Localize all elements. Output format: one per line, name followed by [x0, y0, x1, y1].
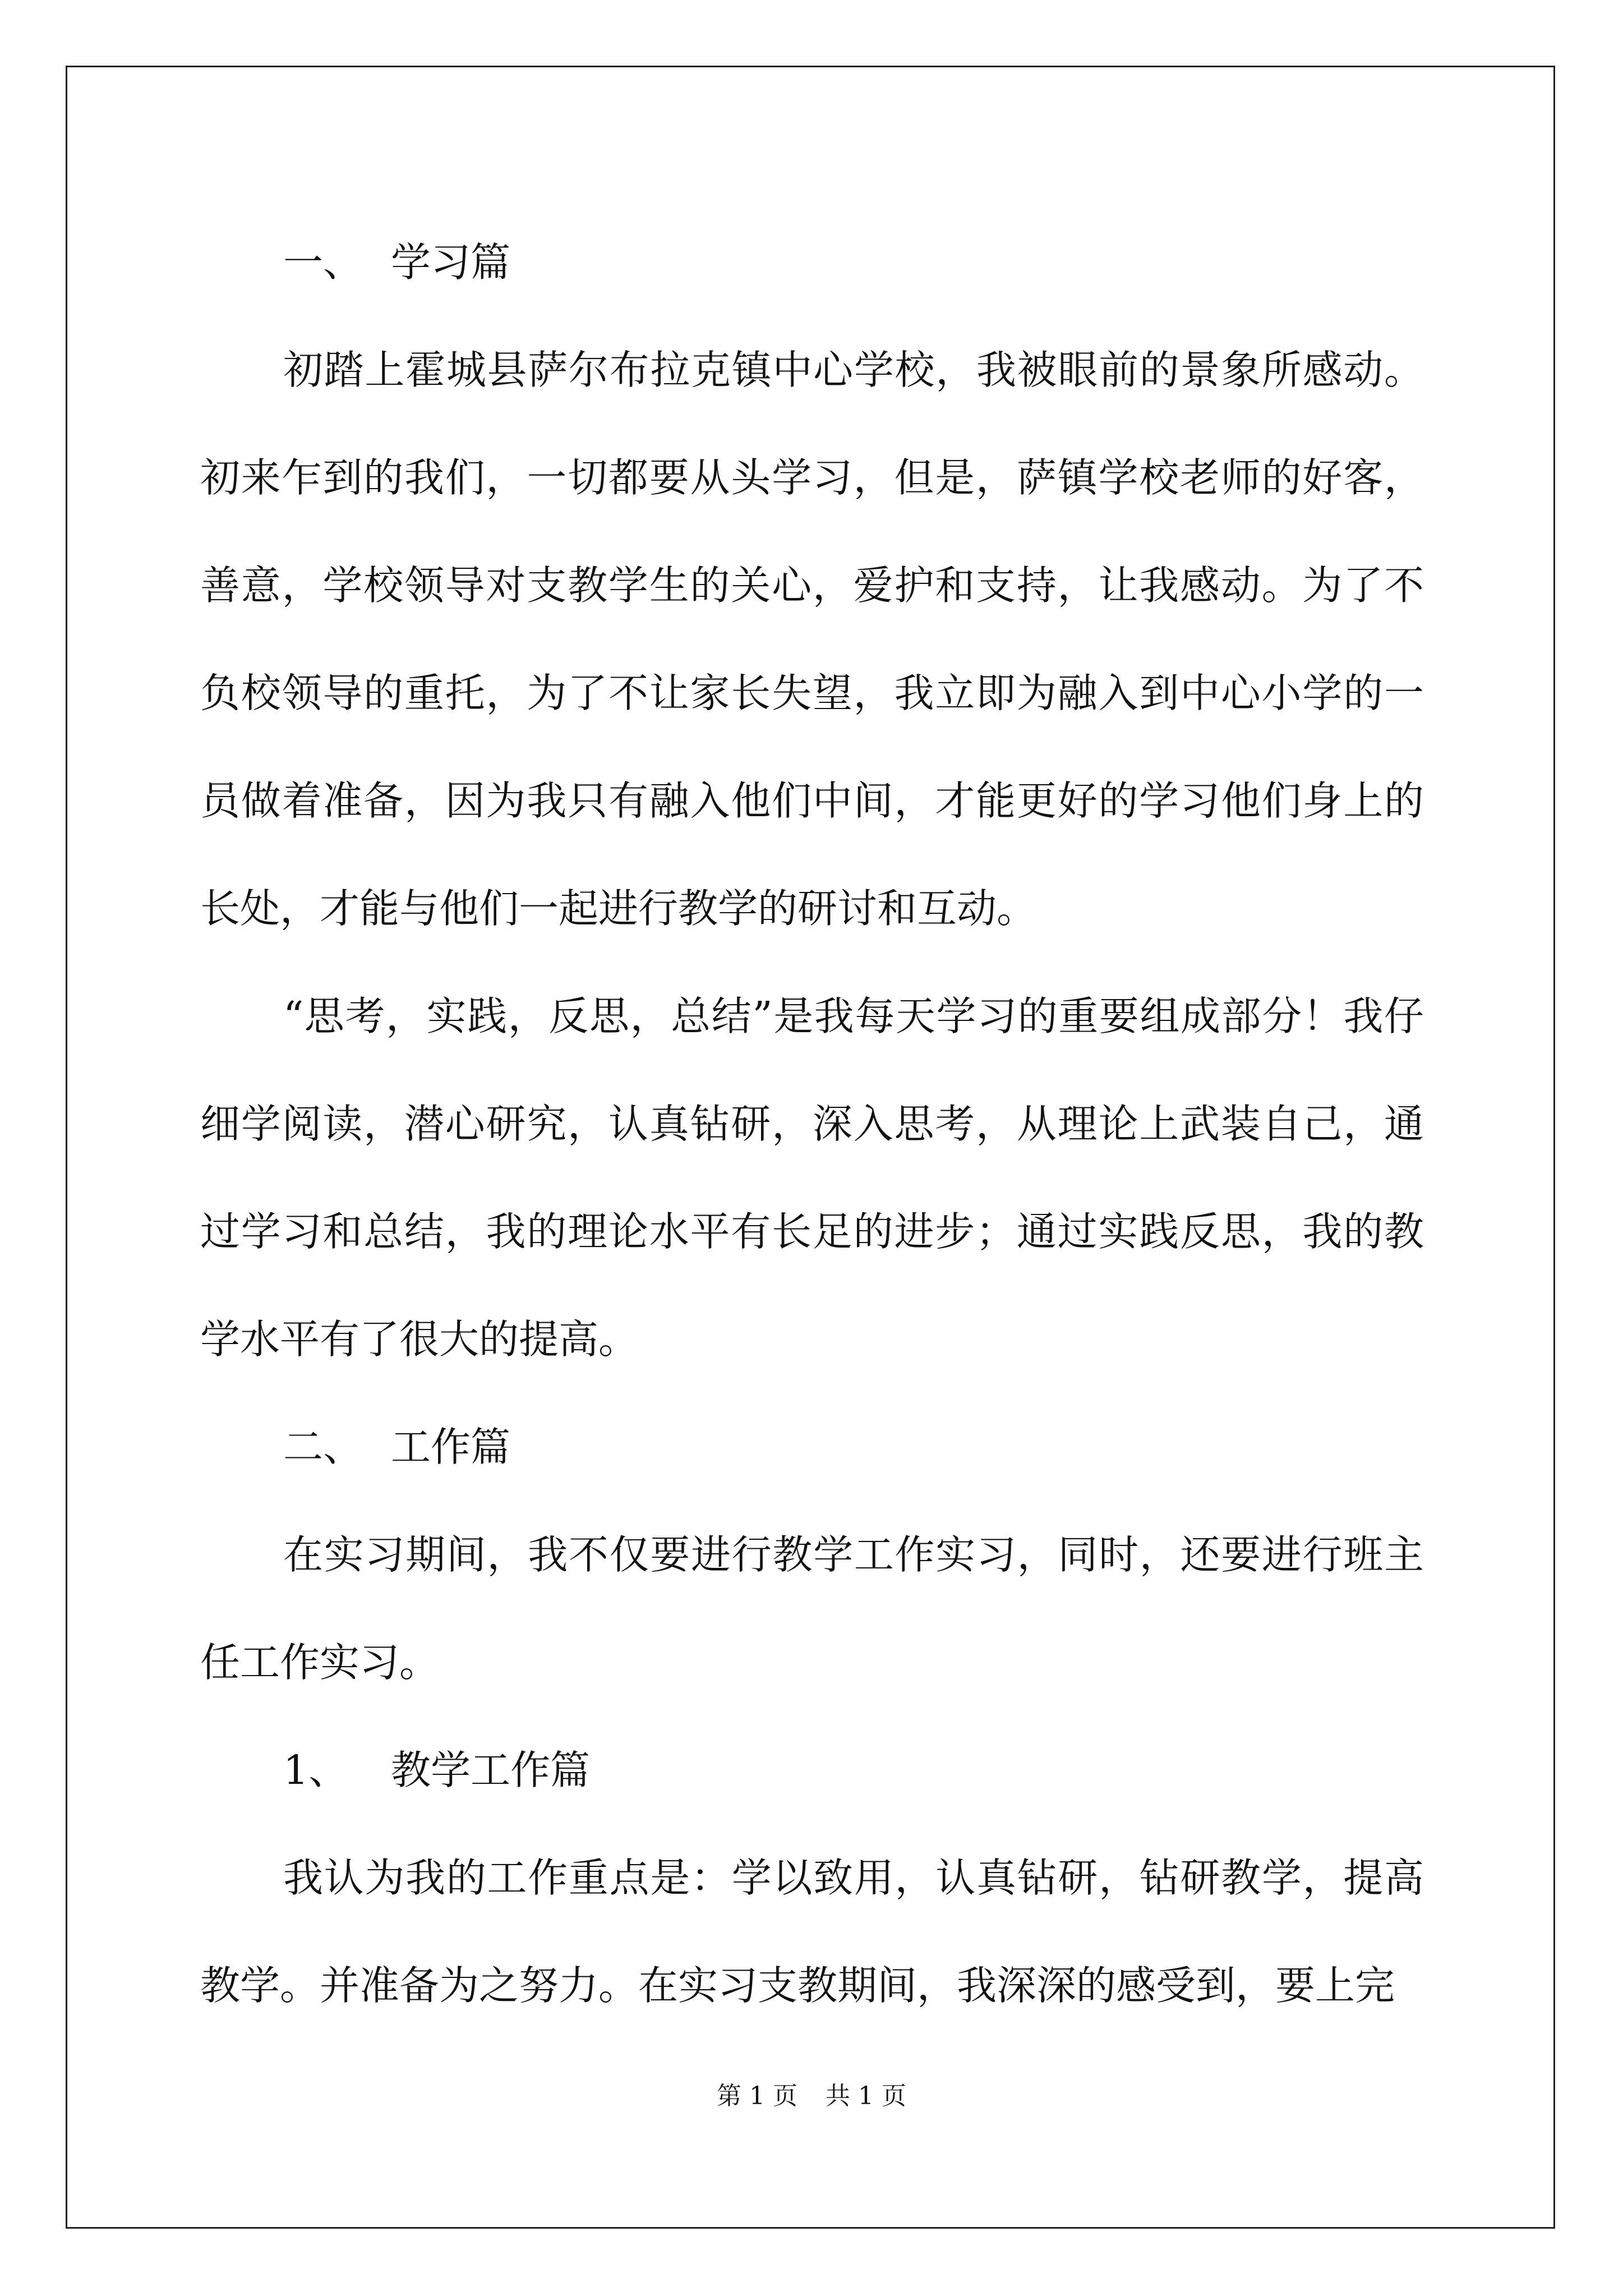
page-number: 第 1 页	[717, 2082, 797, 2110]
body-paragraph: 初踏上霍城县萨尔布拉克镇中心学校，我被眼前的景象所感动。初来乍到的我们，一切都要从头学习，但是，萨镇学校老师的好客，善意，学校领导对支教学生的关心，爱护和支持，让我感动。为了不负校领导的重托，为了不让家长失望，我立即为融入到中心小学的一员做着准备，因为我只有融入他们中间，才能更好的学习他们身上的长处，才能与他们一起进行教学的研讨和互动。	[200, 347, 1424, 932]
body-paragraph: 我认为我的工作重点是：学以致用，认真钻研，钻研教学，提高教学。并准备为之努力。在实习支教期间，我深深的感受到，要上完	[200, 1855, 1424, 2009]
page-total: 共 1 页	[826, 2082, 906, 2110]
subsection-title: 教学工作篇	[391, 1747, 591, 1793]
body-paragraph: “思考，实践，反思，总结”是我每天学习的重要组成部分！我仔细学阅读，潜心研究，认真钻研，深入思考，从理论上武装自己，通过学习和总结，我的理论水平有长足的进步；通过实践反思，我的教学水平有了很大的提高。	[200, 993, 1424, 1363]
body-paragraph: 在实习期间，我不仅要进行教学工作实习，同时，还要进行班主任工作实习。	[200, 1531, 1424, 1686]
section-heading	[200, 1393, 1424, 1501]
document-body	[200, 209, 1424, 2040]
page-footer	[0, 2076, 1623, 2111]
section-heading	[200, 209, 1424, 316]
subsection-heading	[200, 1717, 1424, 1824]
section-title: 学习篇	[391, 239, 511, 286]
section-number: 二、	[283, 1424, 363, 1470]
section-title: 工作篇	[391, 1424, 511, 1470]
subsection-number: 1、	[283, 1747, 349, 1793]
section-number: 一、	[283, 239, 363, 286]
